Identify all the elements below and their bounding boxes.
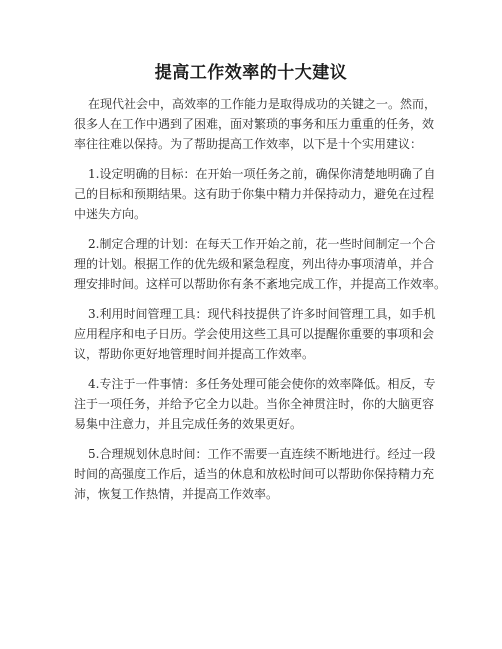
paragraph-line: 2.制定合理的计划：在每天工作开始之前，花一些时间制定一个合: [88, 237, 436, 251]
tip-paragraph-3: [74, 304, 434, 364]
paragraph-line: 应用程序和电子日历。学会使用这些工具可以提醒你重要的事项和会: [74, 327, 435, 341]
paragraph-line: 4.专注于一件事情：多任务处理可能会使你的效率降低。相反，专: [88, 377, 436, 391]
paragraph-line: 5.合理规划休息时间：工作不需要一直连续不断地进行。经过一段: [88, 447, 436, 461]
tip-paragraph-1: [74, 164, 434, 224]
paragraph-line: 理的计划。根据工作的优先级和紧急程度，列出待办事项清单，并合: [74, 257, 435, 271]
paragraph-line: 注于一项任务，并给予它全力以赴。当你全神贯注时，你的大脑更容: [74, 397, 435, 411]
paragraph-line: 率往往难以保持。为了帮助提高工作效率，以下是十个实用建议：: [74, 137, 423, 151]
paragraph-line: 很多人在工作中遇到了困难，面对繁琐的事务和压力重重的任务，效: [74, 117, 435, 131]
paragraph-line: 议，帮助你更好地管理时间并提高工作效率。: [74, 347, 315, 361]
paragraph-line: 己的目标和预期结果。这有助于你集中精力并保持动力，避免在过程: [74, 187, 435, 201]
paragraph-line: 时间的高强度工作后，适当的休息和放松时间可以帮助你保持精力充: [74, 467, 435, 481]
paragraph-line: 3.利用时间管理工具：现代科技提供了许多时间管理工具，如手机: [88, 307, 436, 321]
paragraph-line: 易集中注意力，并且完成任务的效果更好。: [74, 417, 303, 431]
tip-paragraph-4: [74, 374, 434, 434]
intro-paragraph: [74, 94, 437, 154]
tip-paragraph-5: [74, 444, 434, 504]
paragraph-line: 1.设定明确的目标：在开始一项任务之前，确保你清楚地明确了自: [88, 167, 436, 181]
paragraph-line: 中迷失方向。: [74, 207, 147, 221]
paragraph-line: 在现代社会中，高效率的工作能力是取得成功的关键之一。然而，: [88, 97, 437, 111]
paragraph-line: 沛，恢复工作热情，并提高工作效率。: [74, 487, 279, 501]
tip-paragraph-2: [74, 234, 447, 294]
page-title: 提高工作效率的十大建议: [154, 63, 348, 83]
paragraph-line: 理安排时间。这样可以帮助你有条不紊地完成工作，并提高工作效率。: [74, 277, 447, 291]
